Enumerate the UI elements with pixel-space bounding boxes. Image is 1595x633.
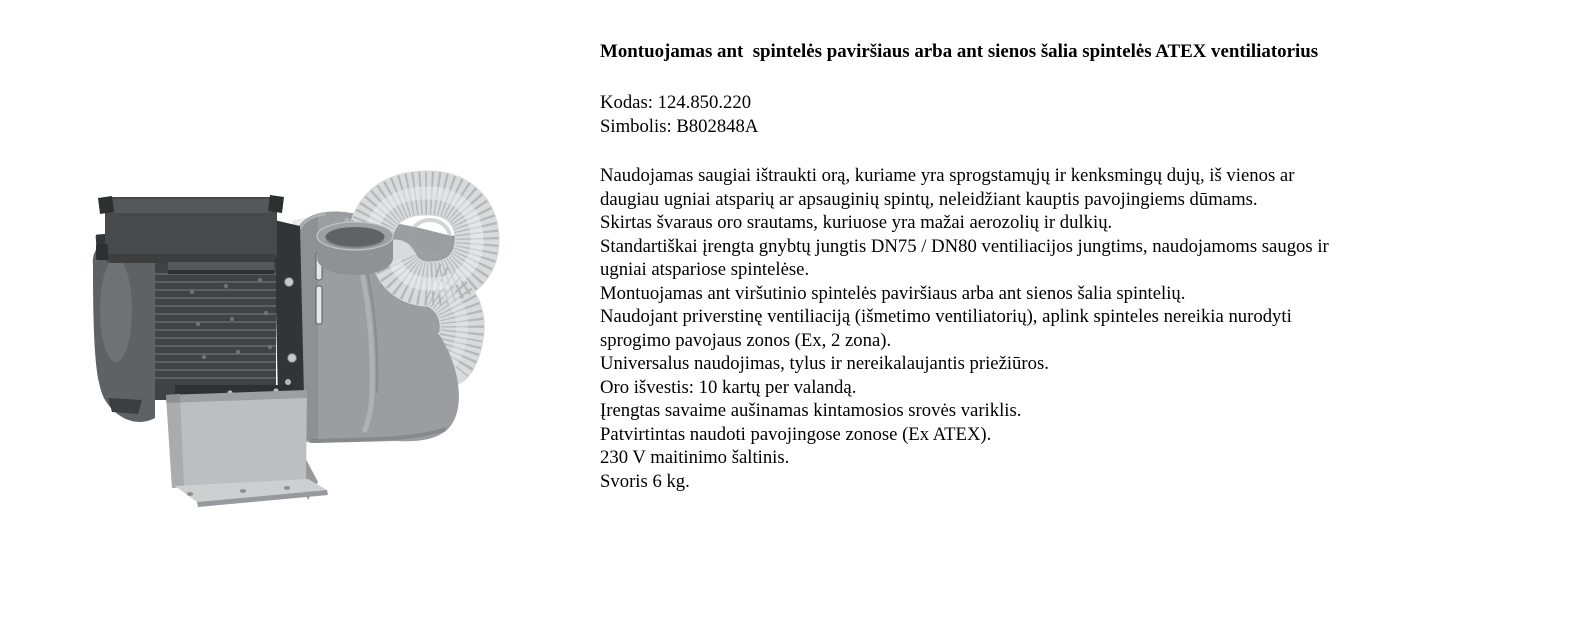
description-line: Naudojamas saugiai ištraukti orą, kuriame yra sprogstamųjų ir kenksmingų dujų, iš vienos ar <box>600 165 1295 186</box>
description-line: Skirtas švaraus oro srautams, kuriuose yra mažai aerozolių ir dulkių. <box>600 212 1113 233</box>
motor-body <box>152 255 293 401</box>
product-description <box>600 164 1329 493</box>
description-line: Universalus naudojimas, tylus ir nereikalaujantis priežiūros. <box>600 353 1049 374</box>
flange-bolt <box>285 379 291 385</box>
description-line: Standartiškai įrengta gnybtų jungtis DN75 / DN80 ventiliacijos jungtims, naudojamoms saugos ir <box>600 235 1329 257</box>
description-line: Naudojant priverstinę ventiliaciją (išmetimo ventiliatorių), aplink spinteles nereikia nurodyti <box>600 306 1292 327</box>
description-line: Įrengtas savaime aušinamas kintamosios srovės variklis. <box>600 400 1022 421</box>
description-line: Svoris 6 kg. <box>600 470 690 492</box>
bracket-hole <box>240 489 246 493</box>
vent-slit <box>316 286 322 324</box>
product-code-line: Kodas: 124.850.220 <box>600 92 752 113</box>
description-line: 230 V maitinimo šaltinis. <box>600 447 790 468</box>
description-line: daugiau ugniai atsparių ar apsauginių spintų, neleidžiant kauptis pavojingiems dūmams. <box>600 188 1258 210</box>
mounting-bracket <box>166 390 328 507</box>
junction-box <box>96 195 284 274</box>
product-codes <box>600 91 758 138</box>
product-illustration <box>80 150 570 515</box>
product-title: Montuojamas ant spintelės paviršiaus arba ant sienos šalia spintelės ATEX ventiliatorius <box>600 41 1319 62</box>
junction-box-clip <box>96 244 108 260</box>
bracket-hole <box>187 492 193 496</box>
flange-bolt <box>288 354 297 363</box>
description-line: Patvirtintas naudoti pavojingose zonose (Ex ATEX). <box>600 423 992 445</box>
product-symbol-line: Simbolis: B802848A <box>600 115 759 137</box>
inlet-port <box>317 222 393 275</box>
bracket-hole <box>284 486 290 490</box>
junction-box-clip <box>268 195 284 213</box>
description-line: Montuojamas ant viršutinio spintelės paviršiaus arba ant sienos šalia spintelių. <box>600 282 1186 304</box>
motor-flange <box>274 220 304 400</box>
description-line: sprogimo pavojaus zonos (Ex, 2 zona). <box>600 329 892 351</box>
description-line: Oro išvestis: 10 kartų per valandą. <box>600 376 857 398</box>
flange-bolt <box>285 278 294 287</box>
junction-box-clip <box>98 196 114 214</box>
description-line: ugniai atspariose spintelėse. <box>600 259 810 280</box>
product-photo <box>80 150 570 515</box>
